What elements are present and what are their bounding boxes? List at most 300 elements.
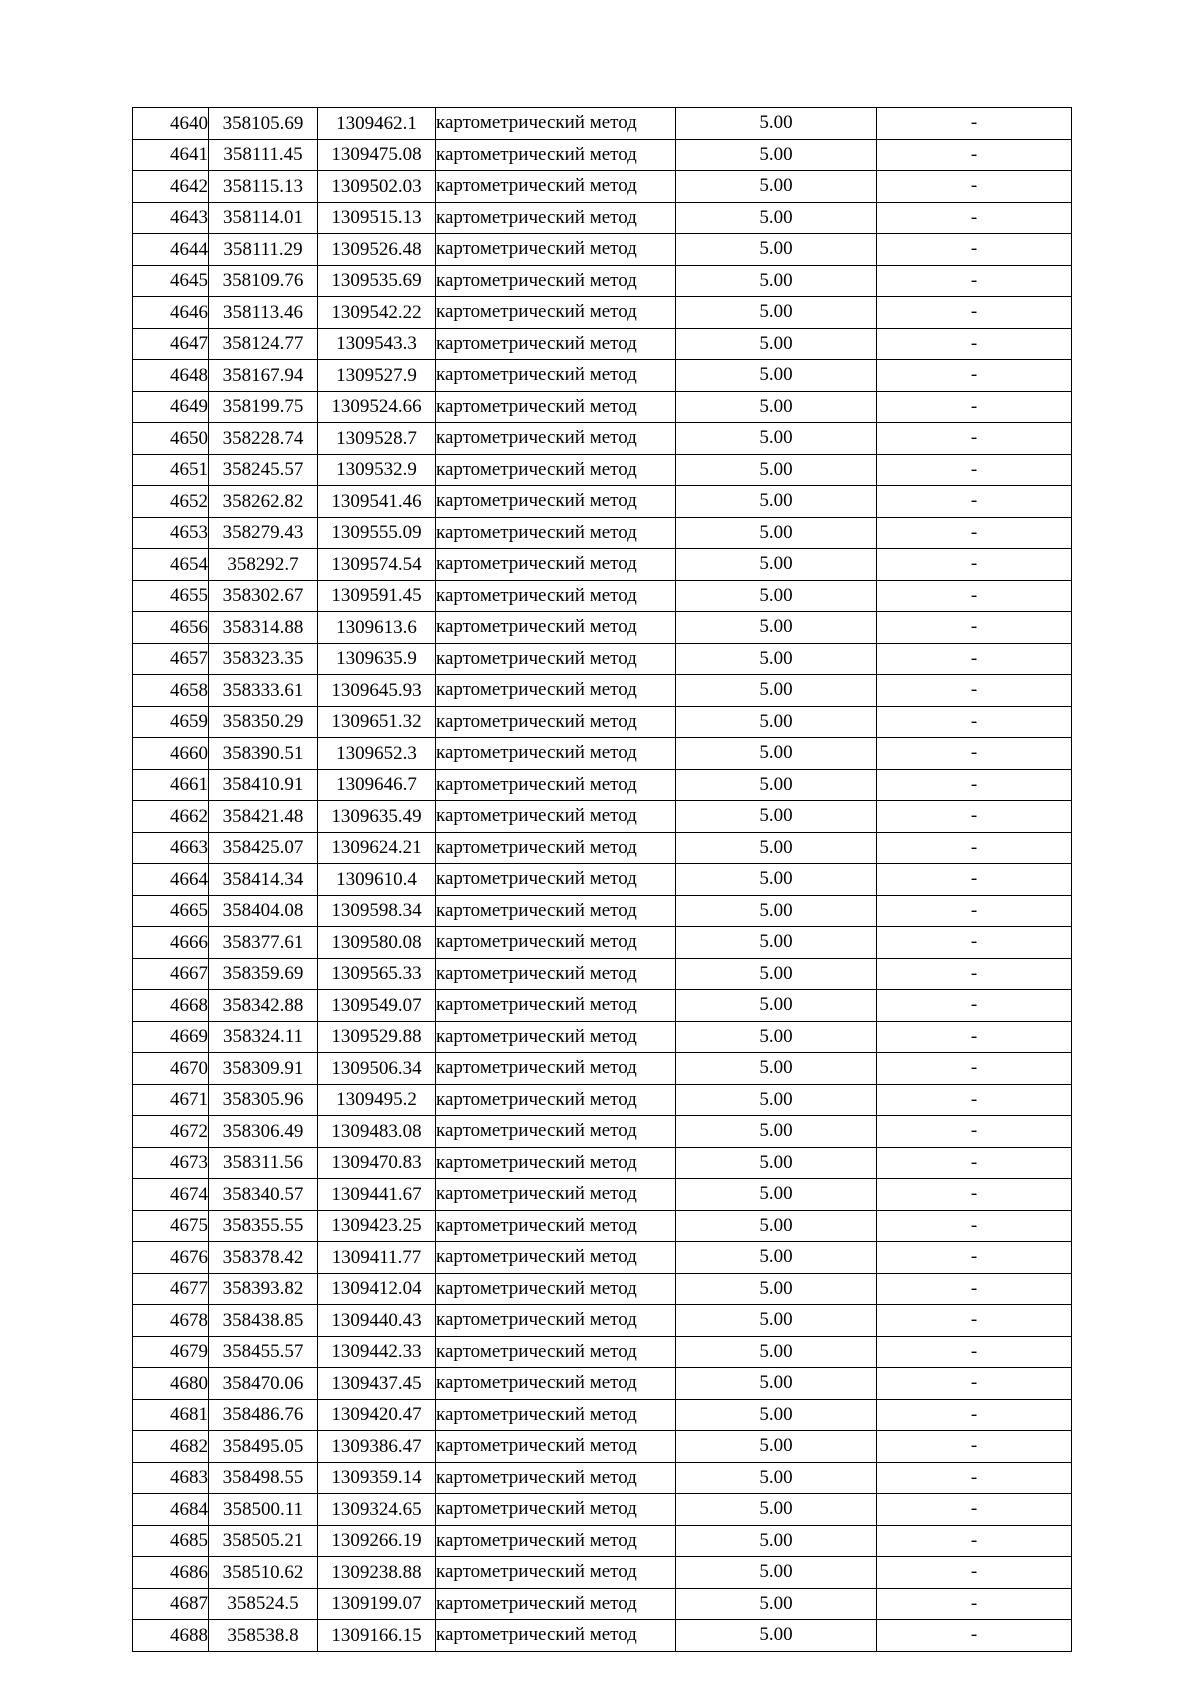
x-coordinate-cell: 358342.88 xyxy=(209,990,318,1022)
accuracy-cell: 5.00 xyxy=(676,895,877,927)
accuracy-cell: 5.00 xyxy=(676,328,877,360)
point-number-cell: 4648 xyxy=(133,360,209,392)
table-row xyxy=(133,1147,1072,1179)
accuracy-cell: 5.00 xyxy=(676,1021,877,1053)
method-cell: картометрический метод xyxy=(436,1053,676,1085)
description-cell: - xyxy=(877,958,1072,990)
y-coordinate-cell: 1309442.33 xyxy=(318,1336,436,1368)
method-cell: картометрический метод xyxy=(436,360,676,392)
x-coordinate-cell: 358302.67 xyxy=(209,580,318,612)
y-coordinate-cell: 1309502.03 xyxy=(318,171,436,203)
accuracy-cell: 5.00 xyxy=(676,234,877,266)
y-coordinate-cell: 1309324.65 xyxy=(318,1494,436,1526)
method-cell: картометрический метод xyxy=(436,643,676,675)
method-cell: картометрический метод xyxy=(436,958,676,990)
accuracy-cell: 5.00 xyxy=(676,423,877,455)
point-number-cell: 4656 xyxy=(133,612,209,644)
method-cell: картометрический метод xyxy=(436,895,676,927)
description-cell: - xyxy=(877,1336,1072,1368)
x-coordinate-cell: 358333.61 xyxy=(209,675,318,707)
table-row xyxy=(133,895,1072,927)
description-cell: - xyxy=(877,801,1072,833)
x-coordinate-cell: 358410.91 xyxy=(209,769,318,801)
point-number-cell: 4658 xyxy=(133,675,209,707)
y-coordinate-cell: 1309506.34 xyxy=(318,1053,436,1085)
accuracy-cell: 5.00 xyxy=(676,1053,877,1085)
point-number-cell: 4640 xyxy=(133,108,209,140)
accuracy-cell: 5.00 xyxy=(676,297,877,329)
y-coordinate-cell: 1309359.14 xyxy=(318,1462,436,1494)
point-number-cell: 4686 xyxy=(133,1557,209,1589)
description-cell: - xyxy=(877,1462,1072,1494)
point-number-cell: 4644 xyxy=(133,234,209,266)
description-cell: - xyxy=(877,1431,1072,1463)
table-row xyxy=(133,234,1072,266)
table-row xyxy=(133,864,1072,896)
method-cell: картометрический метод xyxy=(436,517,676,549)
point-number-cell: 4671 xyxy=(133,1084,209,1116)
point-number-cell: 4677 xyxy=(133,1273,209,1305)
method-cell: картометрический метод xyxy=(436,454,676,486)
description-cell: - xyxy=(877,1116,1072,1148)
table-row xyxy=(133,1084,1072,1116)
x-coordinate-cell: 358524.5 xyxy=(209,1588,318,1620)
description-cell: - xyxy=(877,1179,1072,1211)
y-coordinate-cell: 1309437.45 xyxy=(318,1368,436,1400)
y-coordinate-cell: 1309529.88 xyxy=(318,1021,436,1053)
table-row xyxy=(133,1399,1072,1431)
y-coordinate-cell: 1309462.1 xyxy=(318,108,436,140)
coordinates-table-body xyxy=(133,108,1072,1652)
accuracy-cell: 5.00 xyxy=(676,108,877,140)
description-cell: - xyxy=(877,1399,1072,1431)
method-cell: картометрический метод xyxy=(436,612,676,644)
y-coordinate-cell: 1309412.04 xyxy=(318,1273,436,1305)
accuracy-cell: 5.00 xyxy=(676,1588,877,1620)
accuracy-cell: 5.00 xyxy=(676,549,877,581)
x-coordinate-cell: 358262.82 xyxy=(209,486,318,518)
x-coordinate-cell: 358359.69 xyxy=(209,958,318,990)
accuracy-cell: 5.00 xyxy=(676,1273,877,1305)
method-cell: картометрический метод xyxy=(436,990,676,1022)
accuracy-cell: 5.00 xyxy=(676,706,877,738)
description-cell: - xyxy=(877,171,1072,203)
y-coordinate-cell: 1309613.6 xyxy=(318,612,436,644)
x-coordinate-cell: 358414.34 xyxy=(209,864,318,896)
table-row xyxy=(133,1305,1072,1337)
point-number-cell: 4661 xyxy=(133,769,209,801)
y-coordinate-cell: 1309646.7 xyxy=(318,769,436,801)
table-row xyxy=(133,580,1072,612)
method-cell: картометрический метод xyxy=(436,1525,676,1557)
x-coordinate-cell: 358279.43 xyxy=(209,517,318,549)
x-coordinate-cell: 358390.51 xyxy=(209,738,318,770)
table-row xyxy=(133,171,1072,203)
x-coordinate-cell: 358115.13 xyxy=(209,171,318,203)
method-cell: картометрический метод xyxy=(436,1462,676,1494)
point-number-cell: 4672 xyxy=(133,1116,209,1148)
method-cell: картометрический метод xyxy=(436,139,676,171)
table-row xyxy=(133,769,1072,801)
method-cell: картометрический метод xyxy=(436,864,676,896)
y-coordinate-cell: 1309635.9 xyxy=(318,643,436,675)
x-coordinate-cell: 358510.62 xyxy=(209,1557,318,1589)
point-number-cell: 4641 xyxy=(133,139,209,171)
method-cell: картометрический метод xyxy=(436,769,676,801)
table-row xyxy=(133,958,1072,990)
y-coordinate-cell: 1309549.07 xyxy=(318,990,436,1022)
method-cell: картометрический метод xyxy=(436,486,676,518)
y-coordinate-cell: 1309555.09 xyxy=(318,517,436,549)
table-row xyxy=(133,1116,1072,1148)
x-coordinate-cell: 358199.75 xyxy=(209,391,318,423)
y-coordinate-cell: 1309266.19 xyxy=(318,1525,436,1557)
x-coordinate-cell: 358305.96 xyxy=(209,1084,318,1116)
table-row xyxy=(133,1210,1072,1242)
method-cell: картометрический метод xyxy=(436,1620,676,1652)
y-coordinate-cell: 1309610.4 xyxy=(318,864,436,896)
y-coordinate-cell: 1309541.46 xyxy=(318,486,436,518)
table-row xyxy=(133,1242,1072,1274)
description-cell: - xyxy=(877,360,1072,392)
table-row xyxy=(133,990,1072,1022)
table-row xyxy=(133,1557,1072,1589)
accuracy-cell: 5.00 xyxy=(676,1336,877,1368)
accuracy-cell: 5.00 xyxy=(676,958,877,990)
point-number-cell: 4655 xyxy=(133,580,209,612)
accuracy-cell: 5.00 xyxy=(676,1431,877,1463)
table-row xyxy=(133,612,1072,644)
point-number-cell: 4646 xyxy=(133,297,209,329)
description-cell: - xyxy=(877,864,1072,896)
description-cell: - xyxy=(877,675,1072,707)
method-cell: картометрический метод xyxy=(436,1021,676,1053)
point-number-cell: 4670 xyxy=(133,1053,209,1085)
y-coordinate-cell: 1309166.15 xyxy=(318,1620,436,1652)
description-cell: - xyxy=(877,738,1072,770)
description-cell: - xyxy=(877,391,1072,423)
y-coordinate-cell: 1309532.9 xyxy=(318,454,436,486)
method-cell: картометрический метод xyxy=(436,391,676,423)
method-cell: картометрический метод xyxy=(436,1116,676,1148)
table-row xyxy=(133,139,1072,171)
x-coordinate-cell: 358486.76 xyxy=(209,1399,318,1431)
x-coordinate-cell: 358314.88 xyxy=(209,612,318,644)
description-cell: - xyxy=(877,895,1072,927)
accuracy-cell: 5.00 xyxy=(676,1368,877,1400)
description-cell: - xyxy=(877,108,1072,140)
table-row xyxy=(133,643,1072,675)
table-row xyxy=(133,486,1072,518)
accuracy-cell: 5.00 xyxy=(676,675,877,707)
table-row xyxy=(133,423,1072,455)
y-coordinate-cell: 1309580.08 xyxy=(318,927,436,959)
point-number-cell: 4669 xyxy=(133,1021,209,1053)
x-coordinate-cell: 358350.29 xyxy=(209,706,318,738)
x-coordinate-cell: 358505.21 xyxy=(209,1525,318,1557)
x-coordinate-cell: 358292.7 xyxy=(209,549,318,581)
table-row xyxy=(133,738,1072,770)
description-cell: - xyxy=(877,1273,1072,1305)
method-cell: картометрический метод xyxy=(436,1399,676,1431)
coordinates-table xyxy=(132,107,1072,1652)
x-coordinate-cell: 358438.85 xyxy=(209,1305,318,1337)
point-number-cell: 4664 xyxy=(133,864,209,896)
point-number-cell: 4675 xyxy=(133,1210,209,1242)
description-cell: - xyxy=(877,486,1072,518)
accuracy-cell: 5.00 xyxy=(676,580,877,612)
point-number-cell: 4680 xyxy=(133,1368,209,1400)
x-coordinate-cell: 358167.94 xyxy=(209,360,318,392)
method-cell: картометрический метод xyxy=(436,549,676,581)
y-coordinate-cell: 1309411.77 xyxy=(318,1242,436,1274)
description-cell: - xyxy=(877,990,1072,1022)
accuracy-cell: 5.00 xyxy=(676,643,877,675)
point-number-cell: 4645 xyxy=(133,265,209,297)
description-cell: - xyxy=(877,927,1072,959)
y-coordinate-cell: 1309651.32 xyxy=(318,706,436,738)
method-cell: картометрический метод xyxy=(436,675,676,707)
table-row xyxy=(133,1431,1072,1463)
table-row xyxy=(133,1053,1072,1085)
accuracy-cell: 5.00 xyxy=(676,171,877,203)
x-coordinate-cell: 358393.82 xyxy=(209,1273,318,1305)
table-row xyxy=(133,391,1072,423)
description-cell: - xyxy=(877,234,1072,266)
accuracy-cell: 5.00 xyxy=(676,391,877,423)
point-number-cell: 4665 xyxy=(133,895,209,927)
point-number-cell: 4676 xyxy=(133,1242,209,1274)
description-cell: - xyxy=(877,202,1072,234)
accuracy-cell: 5.00 xyxy=(676,265,877,297)
point-number-cell: 4659 xyxy=(133,706,209,738)
x-coordinate-cell: 358124.77 xyxy=(209,328,318,360)
point-number-cell: 4674 xyxy=(133,1179,209,1211)
x-coordinate-cell: 358105.69 xyxy=(209,108,318,140)
y-coordinate-cell: 1309598.34 xyxy=(318,895,436,927)
y-coordinate-cell: 1309199.07 xyxy=(318,1588,436,1620)
x-coordinate-cell: 358421.48 xyxy=(209,801,318,833)
description-cell: - xyxy=(877,139,1072,171)
accuracy-cell: 5.00 xyxy=(676,360,877,392)
accuracy-cell: 5.00 xyxy=(676,1210,877,1242)
x-coordinate-cell: 358404.08 xyxy=(209,895,318,927)
y-coordinate-cell: 1309635.49 xyxy=(318,801,436,833)
method-cell: картометрический метод xyxy=(436,1179,676,1211)
point-number-cell: 4673 xyxy=(133,1147,209,1179)
table-row xyxy=(133,328,1072,360)
description-cell: - xyxy=(877,328,1072,360)
description-cell: - xyxy=(877,1084,1072,1116)
y-coordinate-cell: 1309238.88 xyxy=(318,1557,436,1589)
description-cell: - xyxy=(877,1021,1072,1053)
table-row xyxy=(133,801,1072,833)
x-coordinate-cell: 358111.45 xyxy=(209,139,318,171)
y-coordinate-cell: 1309470.83 xyxy=(318,1147,436,1179)
point-number-cell: 4682 xyxy=(133,1431,209,1463)
table-row xyxy=(133,549,1072,581)
accuracy-cell: 5.00 xyxy=(676,927,877,959)
x-coordinate-cell: 358113.46 xyxy=(209,297,318,329)
y-coordinate-cell: 1309524.66 xyxy=(318,391,436,423)
x-coordinate-cell: 358309.91 xyxy=(209,1053,318,1085)
accuracy-cell: 5.00 xyxy=(676,486,877,518)
x-coordinate-cell: 358378.42 xyxy=(209,1242,318,1274)
accuracy-cell: 5.00 xyxy=(676,1179,877,1211)
method-cell: картометрический метод xyxy=(436,1368,676,1400)
description-cell: - xyxy=(877,549,1072,581)
table-row xyxy=(133,1620,1072,1652)
accuracy-cell: 5.00 xyxy=(676,1620,877,1652)
table-row xyxy=(133,1462,1072,1494)
x-coordinate-cell: 358311.56 xyxy=(209,1147,318,1179)
y-coordinate-cell: 1309574.54 xyxy=(318,549,436,581)
x-coordinate-cell: 358377.61 xyxy=(209,927,318,959)
description-cell: - xyxy=(877,1588,1072,1620)
x-coordinate-cell: 358109.76 xyxy=(209,265,318,297)
description-cell: - xyxy=(877,612,1072,644)
y-coordinate-cell: 1309475.08 xyxy=(318,139,436,171)
y-coordinate-cell: 1309535.69 xyxy=(318,265,436,297)
y-coordinate-cell: 1309565.33 xyxy=(318,958,436,990)
method-cell: картометрический метод xyxy=(436,171,676,203)
accuracy-cell: 5.00 xyxy=(676,202,877,234)
accuracy-cell: 5.00 xyxy=(676,1399,877,1431)
description-cell: - xyxy=(877,517,1072,549)
method-cell: картометрический метод xyxy=(436,1588,676,1620)
x-coordinate-cell: 358245.57 xyxy=(209,454,318,486)
description-cell: - xyxy=(877,769,1072,801)
method-cell: картометрический метод xyxy=(436,265,676,297)
table-row xyxy=(133,517,1072,549)
description-cell: - xyxy=(877,265,1072,297)
description-cell: - xyxy=(877,1620,1072,1652)
description-cell: - xyxy=(877,643,1072,675)
point-number-cell: 4666 xyxy=(133,927,209,959)
x-coordinate-cell: 358455.57 xyxy=(209,1336,318,1368)
table-row xyxy=(133,1368,1072,1400)
table-row xyxy=(133,1494,1072,1526)
accuracy-cell: 5.00 xyxy=(676,454,877,486)
x-coordinate-cell: 358498.55 xyxy=(209,1462,318,1494)
table-row xyxy=(133,1588,1072,1620)
y-coordinate-cell: 1309591.45 xyxy=(318,580,436,612)
point-number-cell: 4652 xyxy=(133,486,209,518)
accuracy-cell: 5.00 xyxy=(676,1525,877,1557)
table-row xyxy=(133,1525,1072,1557)
description-cell: - xyxy=(877,1494,1072,1526)
accuracy-cell: 5.00 xyxy=(676,1494,877,1526)
accuracy-cell: 5.00 xyxy=(676,1116,877,1148)
description-cell: - xyxy=(877,1210,1072,1242)
accuracy-cell: 5.00 xyxy=(676,864,877,896)
description-cell: - xyxy=(877,1305,1072,1337)
point-number-cell: 4684 xyxy=(133,1494,209,1526)
x-coordinate-cell: 358228.74 xyxy=(209,423,318,455)
accuracy-cell: 5.00 xyxy=(676,769,877,801)
point-number-cell: 4668 xyxy=(133,990,209,1022)
y-coordinate-cell: 1309515.13 xyxy=(318,202,436,234)
y-coordinate-cell: 1309495.2 xyxy=(318,1084,436,1116)
table-row xyxy=(133,1021,1072,1053)
point-number-cell: 4683 xyxy=(133,1462,209,1494)
y-coordinate-cell: 1309440.43 xyxy=(318,1305,436,1337)
method-cell: картометрический метод xyxy=(436,1336,676,1368)
point-number-cell: 4643 xyxy=(133,202,209,234)
table-row xyxy=(133,454,1072,486)
y-coordinate-cell: 1309528.7 xyxy=(318,423,436,455)
y-coordinate-cell: 1309543.3 xyxy=(318,328,436,360)
method-cell: картометрический метод xyxy=(436,832,676,864)
description-cell: - xyxy=(877,423,1072,455)
y-coordinate-cell: 1309423.25 xyxy=(318,1210,436,1242)
x-coordinate-cell: 358114.01 xyxy=(209,202,318,234)
point-number-cell: 4681 xyxy=(133,1399,209,1431)
accuracy-cell: 5.00 xyxy=(676,801,877,833)
point-number-cell: 4650 xyxy=(133,423,209,455)
point-number-cell: 4687 xyxy=(133,1588,209,1620)
table-row xyxy=(133,675,1072,707)
description-cell: - xyxy=(877,1242,1072,1274)
method-cell: картометрический метод xyxy=(436,1494,676,1526)
point-number-cell: 4653 xyxy=(133,517,209,549)
point-number-cell: 4649 xyxy=(133,391,209,423)
x-coordinate-cell: 358495.05 xyxy=(209,1431,318,1463)
accuracy-cell: 5.00 xyxy=(676,1242,877,1274)
method-cell: картометрический метод xyxy=(436,328,676,360)
point-number-cell: 4688 xyxy=(133,1620,209,1652)
y-coordinate-cell: 1309527.9 xyxy=(318,360,436,392)
x-coordinate-cell: 358355.55 xyxy=(209,1210,318,1242)
method-cell: картометрический метод xyxy=(436,1084,676,1116)
description-cell: - xyxy=(877,580,1072,612)
x-coordinate-cell: 358111.29 xyxy=(209,234,318,266)
x-coordinate-cell: 358470.06 xyxy=(209,1368,318,1400)
accuracy-cell: 5.00 xyxy=(676,738,877,770)
y-coordinate-cell: 1309526.48 xyxy=(318,234,436,266)
y-coordinate-cell: 1309420.47 xyxy=(318,1399,436,1431)
accuracy-cell: 5.00 xyxy=(676,1462,877,1494)
y-coordinate-cell: 1309645.93 xyxy=(318,675,436,707)
description-cell: - xyxy=(877,297,1072,329)
description-cell: - xyxy=(877,1147,1072,1179)
point-number-cell: 4642 xyxy=(133,171,209,203)
point-number-cell: 4685 xyxy=(133,1525,209,1557)
point-number-cell: 4662 xyxy=(133,801,209,833)
accuracy-cell: 5.00 xyxy=(676,612,877,644)
method-cell: картометрический метод xyxy=(436,423,676,455)
point-number-cell: 4660 xyxy=(133,738,209,770)
point-number-cell: 4654 xyxy=(133,549,209,581)
y-coordinate-cell: 1309652.3 xyxy=(318,738,436,770)
y-coordinate-cell: 1309386.47 xyxy=(318,1431,436,1463)
accuracy-cell: 5.00 xyxy=(676,832,877,864)
point-number-cell: 4663 xyxy=(133,832,209,864)
method-cell: картометрический метод xyxy=(436,706,676,738)
method-cell: картометрический метод xyxy=(436,1147,676,1179)
table-row xyxy=(133,832,1072,864)
point-number-cell: 4657 xyxy=(133,643,209,675)
description-cell: - xyxy=(877,832,1072,864)
method-cell: картометрический метод xyxy=(436,580,676,612)
method-cell: картометрический метод xyxy=(436,1210,676,1242)
accuracy-cell: 5.00 xyxy=(676,1084,877,1116)
point-number-cell: 4651 xyxy=(133,454,209,486)
point-number-cell: 4678 xyxy=(133,1305,209,1337)
description-cell: - xyxy=(877,1053,1072,1085)
method-cell: картометрический метод xyxy=(436,297,676,329)
table-row xyxy=(133,297,1072,329)
